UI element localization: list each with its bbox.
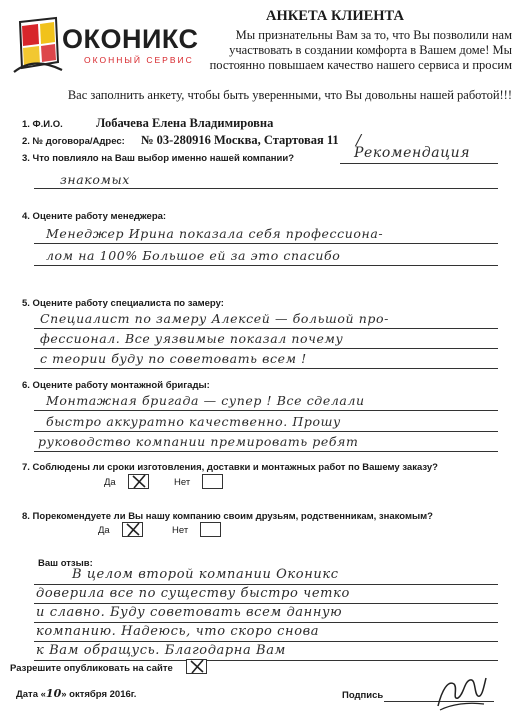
answer-underline xyxy=(34,641,498,642)
answer-underline xyxy=(34,348,498,349)
answer-underline xyxy=(340,163,498,164)
answer-underline xyxy=(34,622,498,623)
q8-yes-checkbox[interactable] xyxy=(122,522,143,537)
brand-tagline: ОКОННЫЙ СЕРВИС xyxy=(84,55,194,65)
q2-label: 2. № договора/Адрес: xyxy=(22,136,125,147)
q7-yes-label: Да xyxy=(104,477,116,488)
q2-handwritten-mark: / xyxy=(356,131,362,149)
q3-answer-line: Рекомендация xyxy=(354,145,471,161)
answer-underline xyxy=(34,265,498,266)
review-label: Ваш отзыв: xyxy=(38,558,93,569)
q6-label: 6. Оцените работу монтажной бригады: xyxy=(22,380,210,391)
checkmark-x-icon xyxy=(188,658,206,675)
review-line: к Вам обращусь. Благодарна Вам xyxy=(36,643,286,658)
form-title: АНКЕТА КЛИЕНТА xyxy=(266,8,404,24)
date-prefix: Дата « xyxy=(16,689,46,700)
q1-label: 1. Ф.И.О. xyxy=(22,119,63,130)
answer-underline xyxy=(34,431,498,432)
intro-text xyxy=(160,28,512,73)
brand-logo-icon xyxy=(12,16,64,74)
q6-answer-line: быстро аккуратно качественно. Прошу xyxy=(46,414,341,429)
q4-label: 4. Оцените работу менеджера: xyxy=(22,211,167,222)
signature-scribble-icon xyxy=(434,672,488,719)
q8-no-checkbox[interactable] xyxy=(200,522,221,537)
q7-yes-checkbox[interactable] xyxy=(128,474,149,489)
q2-value: № 03-280916 Москва, Стартовая 11 xyxy=(141,133,339,147)
intro-line: Мы признательны Вам за то, что Вы позволили нам xyxy=(235,28,512,42)
q3-label: 3. Что повлияло на Ваш выбор именно нашей компании? xyxy=(22,153,295,164)
q3-answer-line: знакомых xyxy=(60,172,130,187)
q1-value: Лобачева Елена Владимировна xyxy=(96,116,274,130)
q7-no-label: Нет xyxy=(174,477,191,488)
checkmark-x-icon xyxy=(130,473,148,490)
answer-underline xyxy=(34,603,498,604)
signature-label: Подпись xyxy=(342,690,384,701)
intro-line-last: Вас заполнить анкету, чтобы быть уверенными, что Вы довольны нашей работой!!! xyxy=(67,88,512,102)
q7-label: 7. Соблюдены ли сроки изготовления, доставки и монтажных работ по Вашему заказу? xyxy=(22,462,438,473)
q5-answer-line: с теории буду по советовать всем ! xyxy=(40,351,307,366)
review-line: и славно. Буду советовать всем данную xyxy=(36,605,343,620)
q5-answer-line: фессионал. Все уязвимые показал почему xyxy=(40,331,344,346)
answer-underline xyxy=(34,188,498,189)
q6-answer-line: Монтажная бригада — супер ! Все сделали xyxy=(46,393,365,408)
q8-yes-label: Да xyxy=(98,525,110,536)
answer-underline xyxy=(34,328,498,329)
q8-label: 8. Порекомендуете ли Вы нашу компанию своим друзьям, родственникам, знакомым? xyxy=(22,511,433,522)
review-line: доверила все по существу быстро четко xyxy=(36,586,350,601)
publish-label: Разрешите опубликовать на сайте xyxy=(10,663,173,674)
q6-answer-line: руководство компании премировать ребят xyxy=(38,434,359,449)
q8-no-label: Нет xyxy=(172,525,189,536)
q5-answer-line: Специалист по замеру Алексей — большой про- xyxy=(40,311,389,326)
answer-underline xyxy=(34,660,498,661)
answer-underline xyxy=(34,584,498,585)
q7-no-checkbox[interactable] xyxy=(202,474,223,489)
review-line: В целом второй компании Оконикс xyxy=(72,567,339,582)
review-line: компанию. Надеюсь, что скоро снова xyxy=(36,624,320,639)
date-suffix: » октября 2016г. xyxy=(61,689,137,700)
date-field xyxy=(16,687,136,700)
brand-name: ОКОНИКС xyxy=(62,24,199,54)
answer-underline xyxy=(34,410,498,411)
q4-answer-line: Менеджер Ирина показала себя профессиона- xyxy=(46,226,384,241)
intro-line: постоянно повышаем качество нашего сервиса и просим xyxy=(209,58,512,72)
publish-checkbox[interactable] xyxy=(186,659,207,674)
checkmark-x-icon xyxy=(124,521,142,538)
answer-underline xyxy=(34,451,498,452)
answer-underline xyxy=(34,243,498,244)
q5-label: 5. Оцените работу специалиста по замеру: xyxy=(22,298,224,309)
answer-underline xyxy=(34,368,498,369)
date-day: 10 xyxy=(45,687,62,700)
q4-answer-line: лом на 100% Большое ей за это спасибо xyxy=(46,248,341,263)
intro-line: участвовать в создании комфорта в Вашем доме! Мы xyxy=(229,43,512,57)
